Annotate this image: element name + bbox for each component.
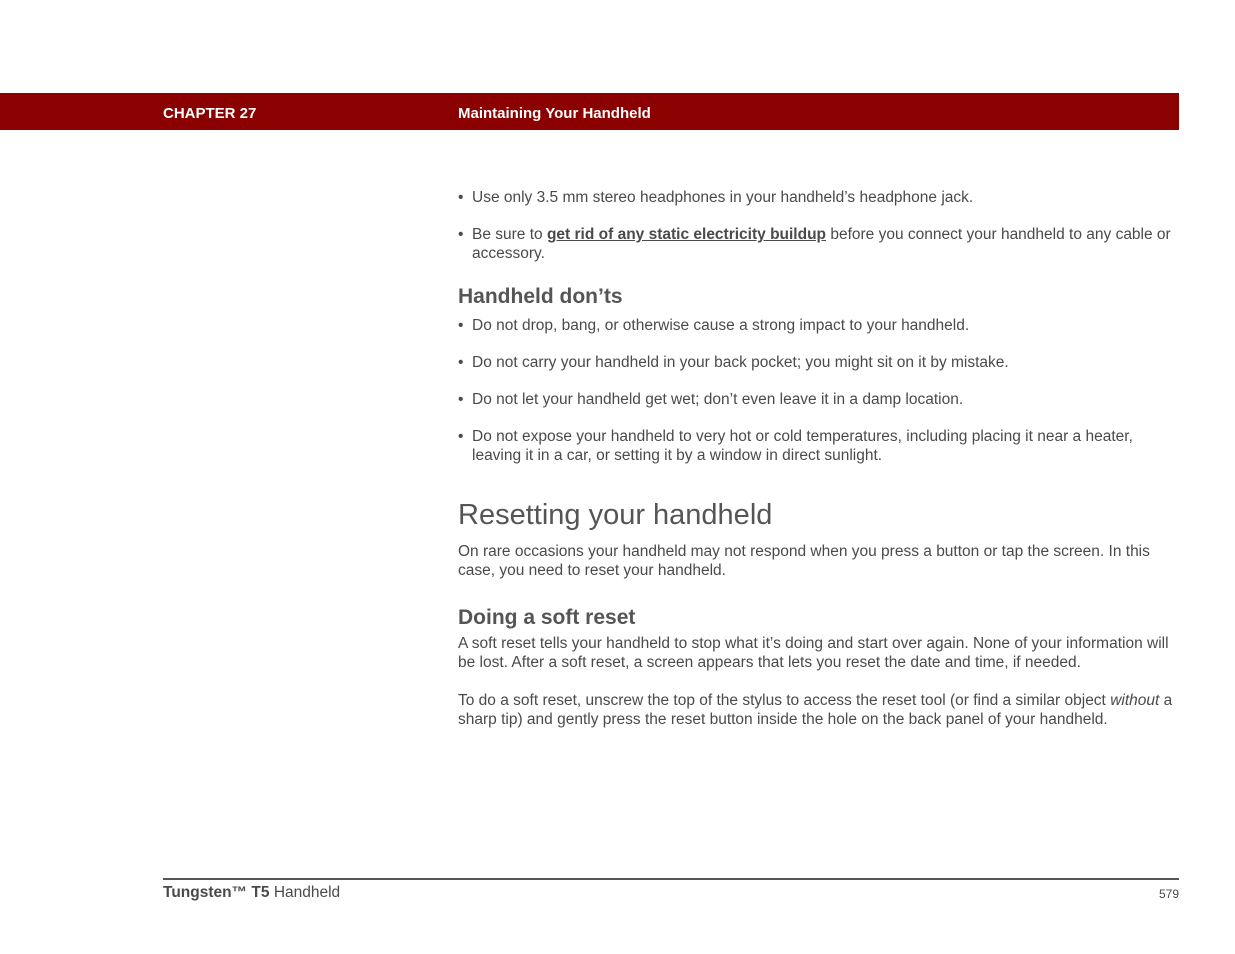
bullet-text: Use only 3.5 mm stereo headphones in your handheld’s headphone jack. [472, 189, 974, 206]
bullet-icon: • [458, 317, 464, 334]
para2-emphasis: without [1110, 692, 1160, 709]
soft-reset-paragraph-2 [458, 691, 1179, 729]
soft-reset-paragraph-1: A soft reset tells your handheld to stop what it’s doing and start over again. None of your information will be lost. After a soft reset, a screen appears that lets you reset the date and time, if needed. [458, 635, 1169, 671]
bullet-icon: • [458, 189, 464, 206]
list-item [458, 390, 1179, 409]
page-number: 579 [1158, 887, 1179, 901]
bullet-text-prefix: Be sure to [472, 226, 547, 243]
bullet-text: Do not expose your handheld to very hot or cold temperatures, including placing it near a heater, leaving it in a car, or setting it by a window in direct sunlight. [472, 428, 1133, 464]
list-item [458, 316, 1179, 335]
list-item [458, 427, 1179, 465]
chapter-title: Maintaining Your Handheld [458, 105, 651, 122]
bullet-text: Do not drop, bang, or otherwise cause a strong impact to your handheld. [472, 317, 970, 334]
bullet-text-suffix: before you connect your handheld to any cable or accessory. [472, 226, 1171, 262]
static-electricity-link[interactable]: get rid of any static electricity buildup [546, 226, 827, 243]
list-item [458, 225, 1179, 263]
bullet-icon: • [458, 226, 464, 243]
bullet-icon: • [458, 428, 464, 445]
footer-product [163, 884, 340, 902]
para2-text-end: a sharp tip) and gently press the reset button inside the hole on the back panel of your handheld. [458, 692, 1173, 728]
footer-brand: Tungsten™ T5 [163, 884, 270, 901]
list-item [458, 188, 1179, 207]
chapter-label: CHAPTER 27 [163, 105, 257, 122]
chapter-header-bar [0, 93, 1179, 130]
bullet-text: Do not carry your handheld in your back pocket; you might sit on it by mistake. [472, 354, 1009, 371]
para2-text: To do a soft reset, unscrew the top of the stylus to access the reset tool (or find a similar object [458, 692, 1111, 709]
bullet-icon: • [458, 354, 464, 371]
footer-product-name: Handheld [273, 884, 341, 901]
bullet-text: Do not let your handheld get wet; don’t even leave it in a damp location. [472, 391, 964, 408]
donts-heading: Handheld don’ts [458, 285, 623, 308]
bullet-icon: • [458, 391, 464, 408]
resetting-intro: On rare occasions your handheld may not respond when you press a button or tap the screen. In this case, you need to reset your handheld. [458, 543, 1150, 579]
main-content [458, 188, 1179, 748]
soft-reset-heading: Doing a soft reset [458, 606, 636, 629]
list-item [458, 353, 1179, 372]
resetting-heading: Resetting your handheld [458, 499, 773, 531]
footer-divider [163, 878, 1179, 880]
